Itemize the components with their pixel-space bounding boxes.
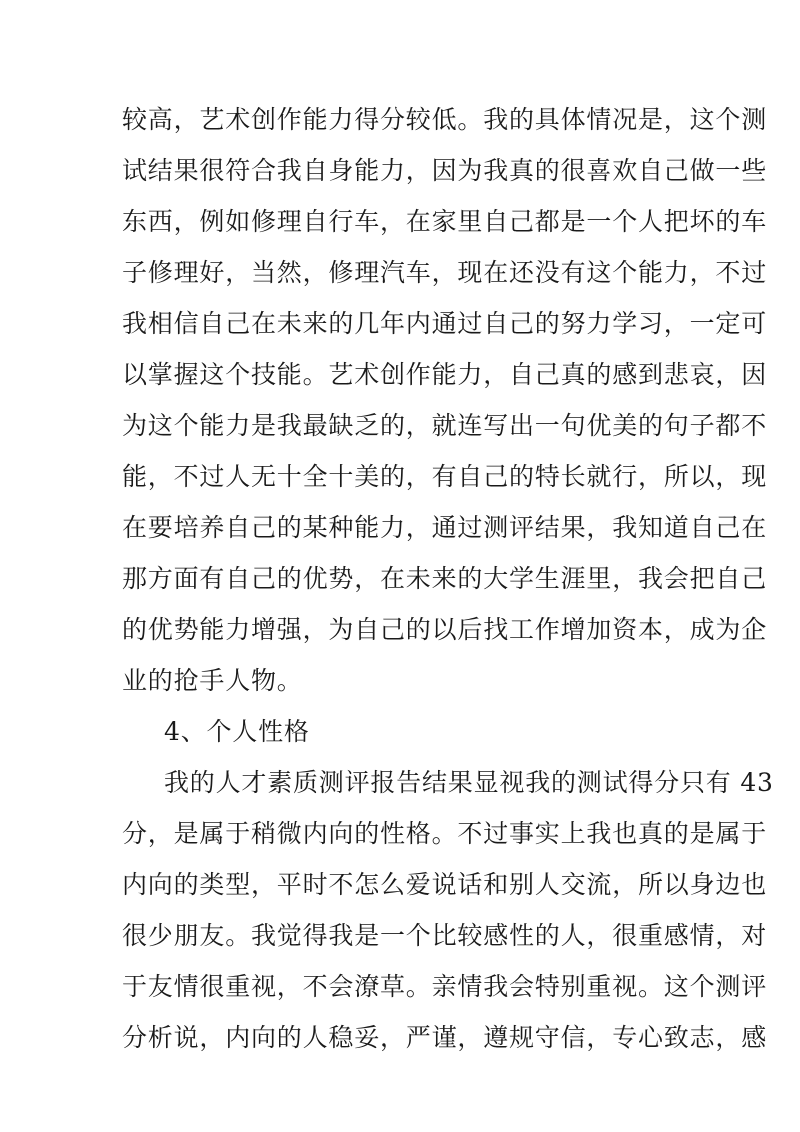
- paragraph-line: 以掌握这个技能。艺术创作能力，自己真的感到悲哀，因: [122, 360, 768, 389]
- paragraph-line: 为这个能力是我最缺乏的，就连写出一句优美的句子都不: [122, 411, 768, 440]
- paragraph-line: 在要培养自己的某种能力，通过测评结果，我知道自己在: [122, 513, 768, 542]
- paragraph-line: 分析说，内向的人稳妥，严谨，遵规守信，专心致志，感: [122, 1023, 768, 1052]
- paragraph-line: 内向的类型，平时不怎么爱说话和别人交流，所以身边也: [122, 870, 768, 899]
- paragraph-line: 的优势能力增强，为自己的以后找工作增加资本，成为企: [122, 615, 768, 644]
- section-heading: 4、个人性格: [164, 717, 310, 746]
- paragraph-line: 子修理好，当然，修理汽车，现在还没有这个能力，不过: [122, 258, 768, 287]
- paragraph-line: 东西，例如修理自行车，在家里自己都是一个人把坏的车: [122, 207, 768, 236]
- paragraph-line: 很少朋友。我觉得我是一个比较感性的人，很重感情，对: [122, 921, 768, 950]
- paragraph-line: 于友情很重视，不会潦草。亲情我会特别重视。这个测评: [122, 972, 768, 1001]
- paragraph-line: 业的抢手人物。: [122, 666, 303, 695]
- paragraph-line: 我相信自己在未来的几年内通过自己的努力学习，一定可: [122, 309, 768, 338]
- paragraph-line: 能，不过人无十全十美的，有自己的特长就行，所以，现: [122, 462, 768, 491]
- paragraph-line: 较高，艺术创作能力得分较低。我的具体情况是，这个测: [122, 105, 768, 134]
- paragraph-line: 我的人才素质测评报告结果显视我的测试得分只有 43: [164, 768, 774, 797]
- paragraph-line: 试结果很符合我自身能力，因为我真的很喜欢自己做一些: [122, 156, 768, 185]
- paragraph-line: 分，是属于稍微内向的性格。不过事实上我也真的是属于: [122, 819, 768, 848]
- paragraph-line: 那方面有自己的优势，在未来的大学生涯里，我会把自己: [122, 564, 768, 593]
